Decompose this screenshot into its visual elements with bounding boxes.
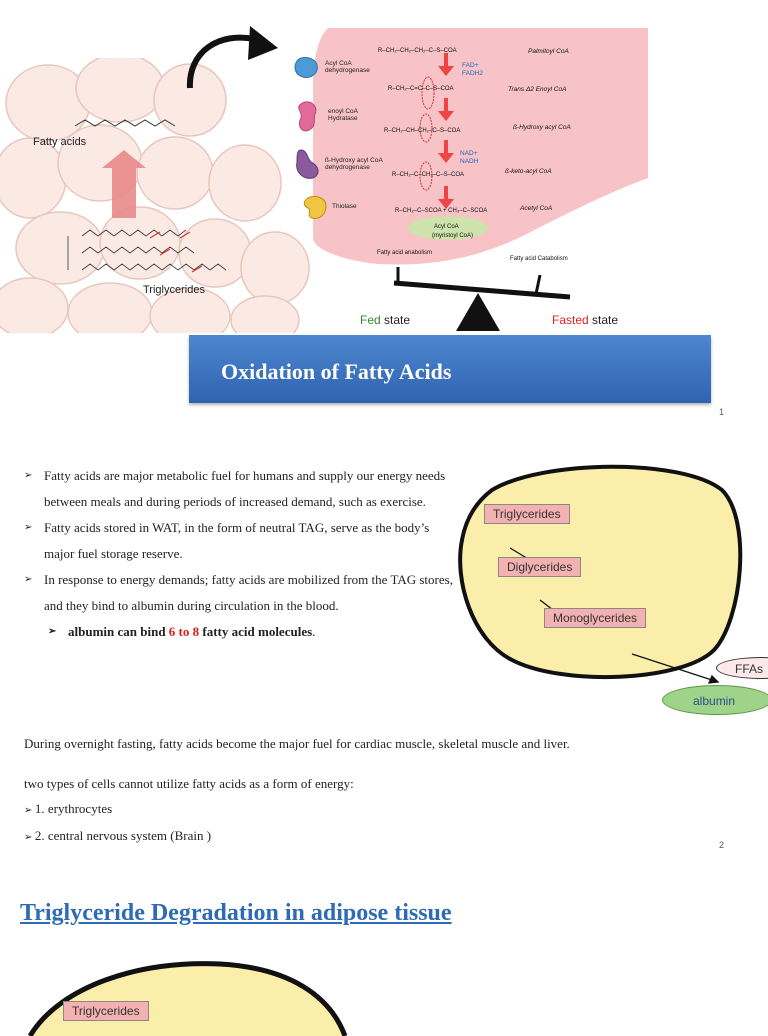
fasting-sentence: During overnight fasting, fatty acids become the major fuel for cardiac muscle, skeletal muscle and liver.: [24, 736, 570, 751]
bullet-text: Fatty acids stored in WAT, in the form of neutral TAG, serve as the body’s major fuel storage reserve.: [44, 520, 430, 561]
slide-3-title: Triglyceride Degradation in adipose tissue: [20, 900, 452, 926]
cells-list-text: 2. central nervous system (Brain ): [34, 828, 212, 843]
fasted-state-label: [552, 313, 618, 327]
slide-3: [0, 860, 768, 1024]
ffas-ellipse: FFAs: [716, 657, 768, 679]
catabolism-label: Fatty acid Catabolism: [510, 256, 568, 262]
fasted-word: Fasted: [552, 313, 589, 327]
acyl-coa-dehydrogenase-icon: [293, 55, 321, 81]
sub-bullet-suffix: fatty acid molecules: [199, 624, 313, 639]
adipocyte-cell-diagram: [452, 460, 752, 690]
fed-state-label: [360, 313, 410, 327]
compound-label: ß-keto-acyl CoA: [505, 168, 552, 175]
enzyme-label: Thiolase: [332, 203, 357, 210]
fatty-acids-label: Fatty acids: [33, 136, 87, 148]
fad-plus-label: FAD+: [462, 62, 479, 69]
arrow-bullet-icon: ➢: [24, 522, 33, 533]
bullet-list: [24, 463, 454, 645]
thiolase-icon: [302, 194, 330, 222]
structure-hydroxy: R–CH₂–CH–CH₂–C–S–COA: [384, 128, 461, 134]
triglycerides-label: Triglycerides: [143, 284, 205, 296]
arrow-bullet-icon: ➢: [24, 805, 35, 816]
acyl-coa-label: Acyl CoA: [434, 224, 459, 230]
compound-label: Trans Δ2 Enoyl CoA: [508, 86, 567, 93]
state-word: state: [592, 313, 619, 327]
compound-label: Acetyl CoA: [520, 205, 553, 212]
bullet-item: [24, 463, 454, 515]
nad-cofactor: [460, 150, 478, 166]
bullet-item: [24, 567, 454, 619]
page-number: 1: [719, 407, 725, 417]
slide-1: [0, 0, 768, 420]
enoyl-coa-hydratase-icon: [295, 100, 321, 134]
sub-bullet-end: .: [312, 624, 316, 639]
slide-2: [0, 420, 768, 860]
structure-palmitoyl: R–CH₂–CH₂–CH₂–C–S–COA: [378, 48, 457, 54]
structure-enoyl: R–CH₂–C=C–C–S–COA: [388, 86, 454, 92]
arrow-bullet-icon: ➢: [24, 470, 33, 481]
hydroxy-acyl-coa-dehydrogenase-icon: [293, 148, 323, 180]
arrow-bullet-icon: ➢: [48, 626, 57, 637]
slide-title: Oxidation of Fatty Acids: [221, 359, 452, 384]
bullet-item: [24, 515, 454, 567]
fadh2-label: FADH2: [462, 70, 483, 77]
adipocyte-cell-partial: [0, 956, 360, 1036]
sub-bullet-highlight: 6 to 8: [168, 624, 200, 639]
state-word: state: [384, 313, 411, 327]
cells-intro: two types of cells cannot utilize fatty acids as a form of energy:: [24, 776, 354, 791]
page-number: 2: [719, 840, 725, 850]
cells-list-item: [24, 801, 112, 817]
structure-thiolysis: R–CH₂–C–SCOA + CH₃–C–SCOA: [395, 208, 488, 214]
anabolism-label: Fatty acid anabolism: [377, 250, 433, 256]
sub-bullet-item: [48, 619, 454, 645]
bullet-text: In response to energy demands; fatty acids are mobilized from the TAG stores, and they bind to albumin during circulation in the blood.: [44, 572, 453, 613]
triglycerides-box: Triglycerides: [63, 1001, 149, 1021]
arrow-bullet-icon: ➢: [24, 832, 35, 843]
nad-plus-label: NAD+: [460, 150, 478, 157]
monoglycerides-box: Monoglycerides: [544, 608, 646, 628]
diglycerides-box: Diglycerides: [498, 557, 581, 577]
slide-title-bar: [189, 335, 711, 403]
enzyme-label: ß-Hydroxy acyl CoA dehydrogenase: [325, 157, 383, 171]
arrow-bullet-icon: ➢: [24, 574, 33, 585]
structure-keto: R–CH₂–C–CH₂–C–S–COA: [392, 172, 465, 178]
albumin-ellipse: albumin: [662, 685, 768, 715]
triglycerides-box: Triglycerides: [484, 504, 570, 524]
sub-bullet-prefix: albumin can bind: [68, 624, 169, 639]
cells-list-item: [24, 828, 211, 844]
curved-arrow-icon: [178, 18, 288, 98]
nadh-label: NADH: [460, 158, 479, 165]
cells-list-text: 1. erythrocytes: [34, 801, 113, 816]
compound-label: Palmitoyl CoA: [528, 48, 569, 55]
fed-word: Fed: [360, 313, 381, 327]
enzyme-label: Acyl CoA dehydrogenase: [325, 60, 370, 74]
myristoyl-label: (myristoyl CoA): [432, 233, 474, 239]
compound-label: ß-Hydroxy acyl CoA: [513, 124, 571, 131]
enzyme-label: enoyl CoA Hydratase: [328, 108, 358, 122]
bullet-text: Fatty acids are major metabolic fuel for humans and supply our energy needs between meals and during periods of increased demand, such as exercise.: [44, 468, 446, 509]
fad-cofactor: [462, 62, 483, 78]
